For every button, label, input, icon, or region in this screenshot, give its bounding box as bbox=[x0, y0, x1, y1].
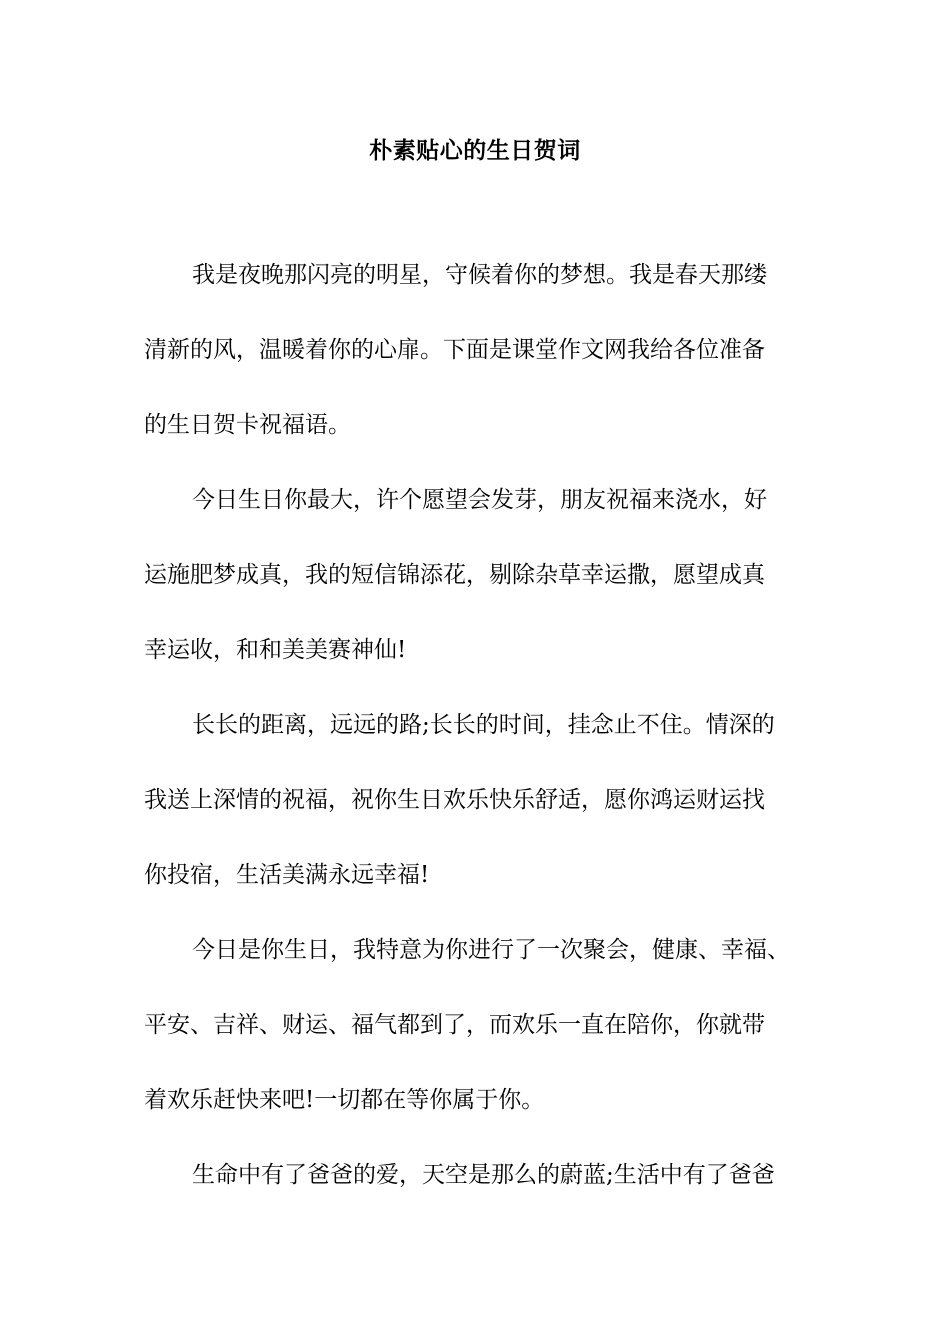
text-line: 运施肥梦成真，我的短信锦添花，剔除杂草幸运撒，愿望成真 bbox=[144, 562, 765, 588]
paragraph-wish-2 bbox=[144, 695, 834, 920]
paragraph-wish-3 bbox=[144, 920, 834, 1145]
text-line: 长长的距离，远远的路;长长的时间，挂念止不住。情深的 bbox=[192, 712, 775, 738]
document-body bbox=[144, 245, 834, 1220]
text-line: 清新的风，温暖着你的心扉。下面是课堂作文网我给各位准备 bbox=[144, 337, 765, 363]
text-line: 的生日贺卡祝福语。 bbox=[144, 412, 351, 438]
document-title: 朴素贴心的生日贺词 bbox=[369, 137, 581, 164]
paragraph-wish-4 bbox=[144, 1145, 834, 1220]
text-line: 我是夜晚那闪亮的明星，守候着你的梦想。我是春天那缕 bbox=[192, 262, 767, 288]
text-line: 我送上深情的祝福，祝你生日欢乐快乐舒适，愿你鸿运财运找 bbox=[144, 787, 765, 813]
text-line: 你投宿，生活美满永远幸福! bbox=[144, 862, 430, 888]
text-line: 平安、吉祥、财运、福气都到了，而欢乐一直在陪你，你就带 bbox=[144, 1012, 765, 1038]
paragraph-wish-1 bbox=[144, 470, 834, 695]
text-line: 幸运收，和和美美赛神仙! bbox=[144, 637, 407, 663]
text-line: 着欢乐赶快来吧!一切都在等你属于你。 bbox=[144, 1087, 545, 1113]
text-line: 今日是你生日，我特意为你进行了一次聚会，健康、幸福、 bbox=[192, 937, 790, 963]
paragraph-intro bbox=[144, 245, 834, 470]
text-line: 今日生日你最大，许个愿望会发芽，朋友祝福来浇水，好 bbox=[192, 487, 767, 513]
text-line: 生命中有了爸爸的爱，天空是那么的蔚蓝;生活中有了爸爸 bbox=[192, 1162, 775, 1188]
